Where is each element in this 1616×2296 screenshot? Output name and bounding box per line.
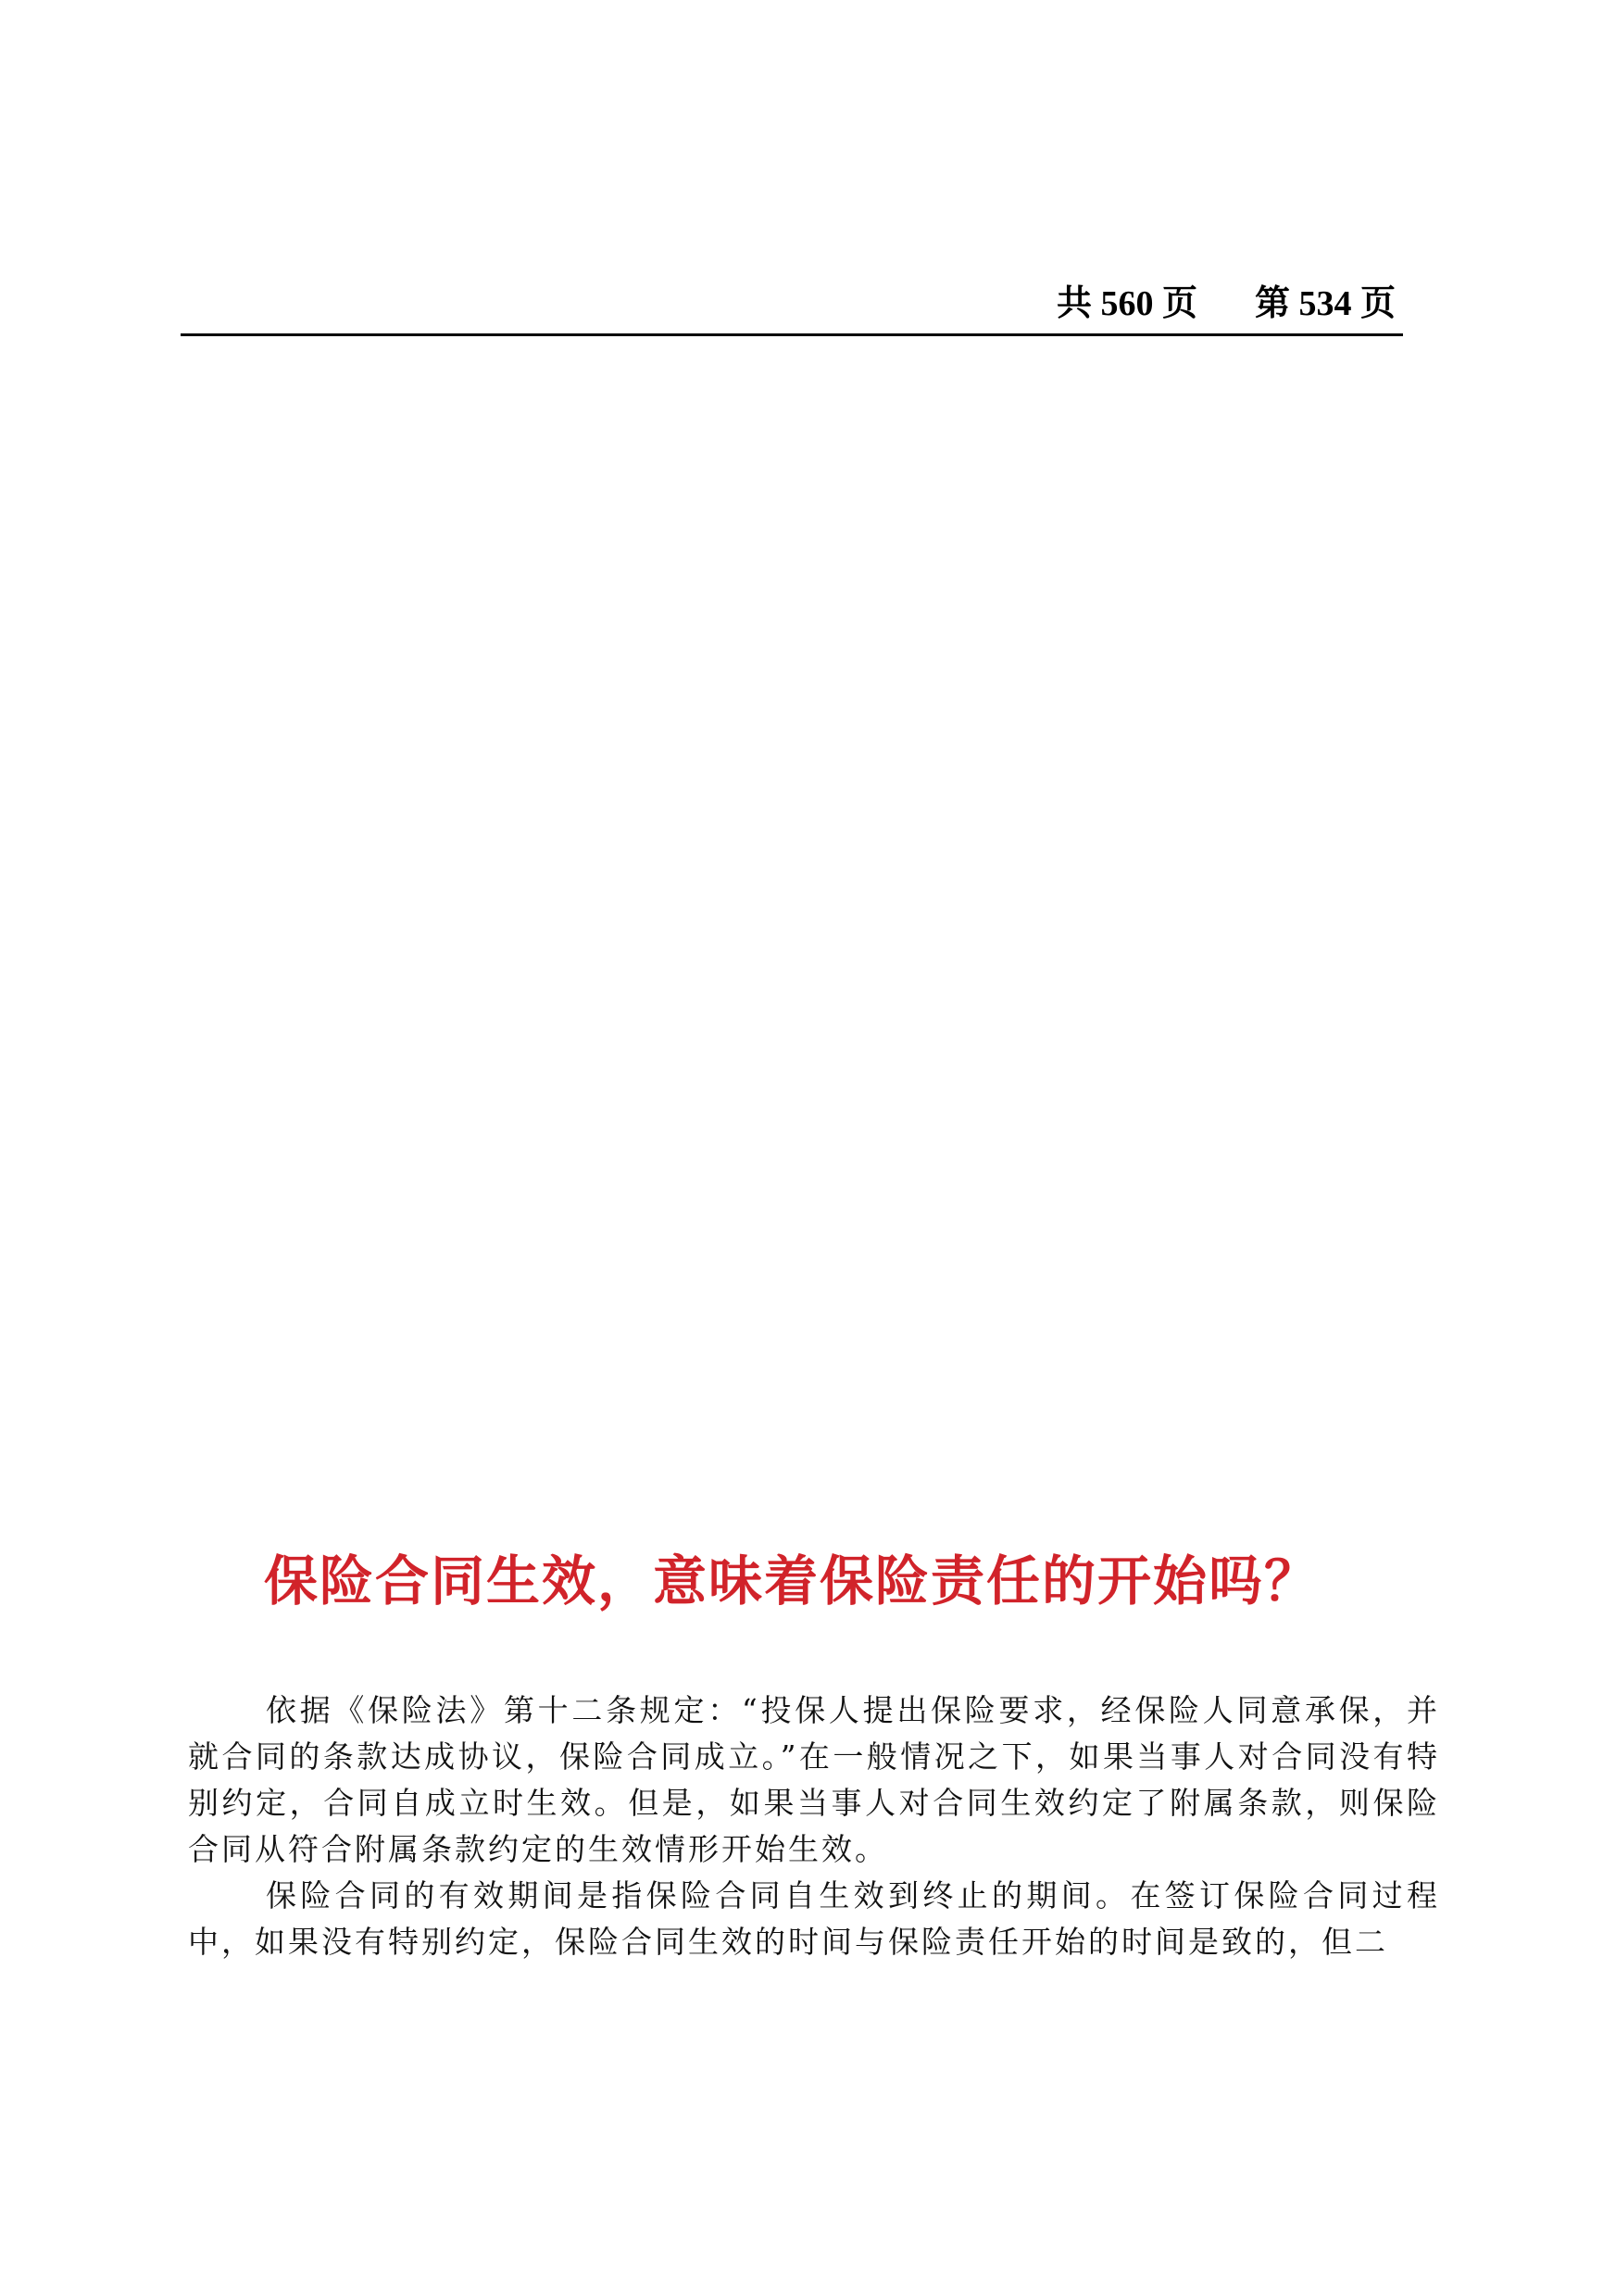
page-counter <box>1057 283 1396 324</box>
current-page-label: 第 534 页 <box>1254 284 1396 323</box>
paragraph: 保险合同的有效期间是指保险合同自生效到终止的期间。在签订保险合同过程中，如果没有特别约定，保险合同生效的时间与保险责任开始的时间是致的，但二 <box>188 1877 1440 1960</box>
paragraph: 依据《保险法》第十二条规定：“投保人提出保险要求，经保险人同意承保，并就合同的条款达成协议，保险合同成立。”在一般情况之下，如果当事人对合同没有特别约定，合同自成立时生效。但是，如果当事人对合同生效约定了附属条款，则保险合同从符合附属条款约定的生效情形开始生效。 <box>188 1692 1440 1867</box>
total-pages-label: 共 560 页 <box>1056 284 1197 323</box>
page-header <box>181 278 1403 336</box>
article-body <box>188 1687 1440 1965</box>
article-title: 保险合同生效，意味着保险责任的开始吗？ <box>263 1549 1320 1612</box>
